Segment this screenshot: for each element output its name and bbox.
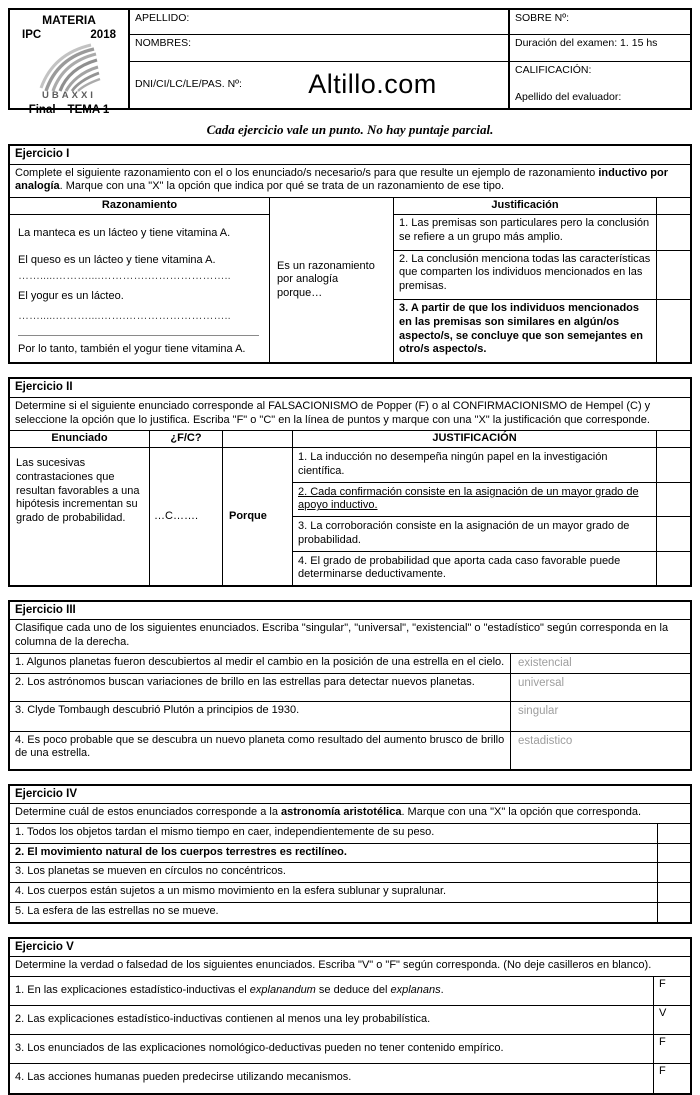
ejercicio-1-title: Ejercicio I <box>10 146 690 164</box>
justification-option-1: 1. La inducción no desempeña ningún papel en la investigación científica. <box>293 448 657 483</box>
ejercicio-2-table <box>10 431 690 585</box>
instr-text: . Marque con una "X" la opción que corresponda. <box>401 806 642 818</box>
table-row <box>10 883 690 903</box>
col-header-enunciado: Enunciado <box>10 431 150 448</box>
ejercicio-2-instructions: Determine si el siguiente enunciado corresponde al FALSACIONISMO de Popper (F) o al CONFIRMACIONISMO de Hempel (C) y seleccione la opción que lo justifica. Escriba "F" o "C" en la línea de puntos y marque con una "X" la justificación que corresponde. <box>10 398 690 432</box>
duracion-field <box>510 35 690 62</box>
altillo-watermark: Altillo.com <box>308 69 437 100</box>
ejercicio-3-instructions: Clasifique cada uno de los siguientes enunciados. Escriba "singular", "universal", "existencial" o "estadístico" según corresponda en la columna de la derecha. <box>10 620 690 654</box>
statement-text: 3. Los enunciados de las explicaciones nomológico-deductivas pueden no tener contenido empírico. <box>15 1041 504 1054</box>
sobre-label: SOBRE Nº: <box>515 12 570 24</box>
instr-bold-text: inductivo por analogía <box>15 166 669 193</box>
instr-text: . Marque con una "X" la opción que indica por qué se trata de un razonamiento de ese tipo. <box>59 180 505 193</box>
nombres-field <box>130 35 510 62</box>
statement: 3. Clyde Tombaugh descubrió Plutón a principios de 1930. <box>15 703 300 716</box>
table-row <box>10 1064 690 1093</box>
ejercicio-1-table <box>10 198 690 362</box>
col-header-blank <box>223 431 293 448</box>
statement-text: 2. Las explicaciones estadístico-inductivas contienen al menos una ley probabilística. <box>15 1012 431 1025</box>
premise-2: El queso es un lácteo y tiene vitamina A. <box>18 253 216 266</box>
apellido-label: APELLIDO: <box>135 12 190 24</box>
checkbox-cell[interactable] <box>657 215 690 251</box>
ejercicio-2-title: Ejercicio II <box>10 379 690 397</box>
answer-cell[interactable]: existencial <box>510 654 690 673</box>
checkbox-cell[interactable] <box>657 903 690 922</box>
blank-dotted-line: …….....………....…….……………………….. <box>18 309 231 322</box>
statement: 2. Los astrónomos buscan variaciones de brillo en las estrellas para detectar nuevos planetas. <box>15 675 475 688</box>
inference-line <box>18 335 259 336</box>
ejercicio-3-title: Ejercicio III <box>10 602 690 620</box>
latin-term: explanans <box>390 983 441 996</box>
materia-label: MATERIA <box>42 13 96 27</box>
table-row <box>10 977 690 1006</box>
checkbox-cell[interactable] <box>657 552 690 586</box>
blank-dotted-line: …….....………....………….………………….. <box>18 270 231 283</box>
statement: 1. Todos los objetos tardan el mismo tiempo en caer, independientemente de su peso. <box>15 825 435 838</box>
latin-term: explanandum <box>249 983 316 996</box>
statement <box>10 977 653 1005</box>
ejercicio-4-instructions <box>10 804 690 824</box>
vf-answer-cell[interactable]: F <box>653 1035 690 1063</box>
justification-option-2: 2. Cada confirmación consiste en la asignación de un mayor grado de apoyo inductivo. <box>293 483 657 518</box>
table-row <box>10 844 690 864</box>
course-year: 2018 <box>90 29 116 41</box>
ejercicio-5-title: Ejercicio V <box>10 939 690 957</box>
table-row <box>10 732 690 769</box>
statement-text: . <box>440 983 444 996</box>
answer-cell[interactable]: singular <box>510 702 690 731</box>
evaluador-label: Apellido del evaluador: <box>515 90 622 103</box>
fc-answer-cell[interactable] <box>150 448 223 585</box>
course-code-year <box>10 28 128 42</box>
section-ejercicio-1 <box>8 144 692 364</box>
premise-3: El yogur es un lácteo. <box>18 290 124 303</box>
checkbox-cell[interactable] <box>657 863 690 882</box>
statement: 2. El movimiento natural de los cuerpos terrestres es rectilíneo. <box>15 845 347 858</box>
exam-header-table <box>8 8 692 117</box>
vf-answer-cell[interactable]: F <box>653 1064 690 1093</box>
checkbox-cell[interactable] <box>657 844 690 863</box>
vf-answer-cell[interactable]: V <box>653 1006 690 1034</box>
justification-option-3: 3. La corroboración consiste en la asignación de un mayor grado de probabilidad. <box>293 517 657 552</box>
answer-cell[interactable]: universal <box>510 674 690 701</box>
checkbox-cell[interactable] <box>657 300 690 362</box>
premise-1: La manteca es un lácteo y tiene vitamina A. <box>18 226 231 239</box>
table-row <box>10 824 690 844</box>
exam-type: Final <box>28 104 56 117</box>
table-row <box>10 903 690 922</box>
duracion-label: Duración del examen: 1. 15 hs <box>515 37 658 49</box>
col-header-justificacion: JUSTIFICACIÓN <box>293 431 657 448</box>
exam-type-tema <box>10 103 128 117</box>
fc-answer-text: …C……. <box>154 509 198 522</box>
vf-answer-cell[interactable]: F <box>653 977 690 1005</box>
table-row <box>10 674 690 702</box>
statement-text: 1. En las explicaciones estadístico-inductivas el <box>15 983 250 996</box>
ejercicio-4-table <box>10 824 690 922</box>
section-ejercicio-2 <box>8 377 692 587</box>
table-row <box>10 702 690 732</box>
exam-tema: TEMA 1 <box>67 104 110 117</box>
razonamiento-cell <box>10 215 270 363</box>
ubaxxi-logo-text: UBAXXI <box>42 90 96 102</box>
col-header-razonamiento: Razonamiento <box>10 198 270 215</box>
ejercicio-3-table <box>10 654 690 769</box>
enunciado-cell: Las sucesivas contrastaciones que resultan favorables a una hipótesis incrementan su grado de probabilidad. <box>10 448 150 585</box>
instr-text: Determine cuál de estos enunciados corresponde a la <box>15 806 281 818</box>
checkbox-cell[interactable] <box>657 251 690 301</box>
statement <box>10 1064 653 1093</box>
section-ejercicio-5 <box>8 937 692 1095</box>
instr-text: Complete el siguiente razonamiento con el o los enunciado/s necesario/s para que resulte un ejemplo de razonamiento <box>15 166 599 179</box>
apellido-field <box>130 10 510 35</box>
justification-option-2: 2. La conclusión menciona todas las características que comparten los individuos mencionados en las premisas. <box>394 251 657 301</box>
justification-option-3: 3. A partir de que los individuos mencionados en las premisas son similares en algún/os aspecto/s, se concluye que son semejantes en otro/s aspecto/s. <box>394 300 657 362</box>
ejercicio-4-title: Ejercicio IV <box>10 786 690 804</box>
statement: 1. Algunos planetas fueron descubiertos al medir el cambio en la posición de una estrella en el cielo. <box>15 655 505 668</box>
statement-text: 4. Las acciones humanas pueden predecirse utilizando mecanismos. <box>15 1071 352 1084</box>
section-ejercicio-4 <box>8 784 692 924</box>
table-row <box>10 863 690 883</box>
connector-text: Es un razonamiento por analogía porque… <box>277 259 375 300</box>
ejercicio-5-table <box>10 977 690 1093</box>
dni-field <box>130 62 510 108</box>
justification-option-1: 1. Las premisas son particulares pero la conclusión se refiere a un grupo más amplio. <box>394 215 657 251</box>
answer-cell[interactable]: estadistico <box>510 732 690 769</box>
col-header-mark <box>657 198 690 215</box>
instr-bold-text: astronomía aristotélica <box>281 806 402 818</box>
statement: 4. Es poco probable que se descubra un nuevo planeta como resultado del aumento brusco de brillo de una estrella. <box>15 733 505 760</box>
ubaxxi-fan-logo-icon <box>35 42 103 92</box>
porque-cell: Porque <box>223 448 293 585</box>
checkbox-cell[interactable] <box>657 883 690 902</box>
connector-cell <box>270 198 394 362</box>
sobre-field <box>510 10 690 35</box>
checkbox-cell[interactable] <box>657 824 690 843</box>
table-row <box>10 1035 690 1064</box>
justification-option-4: 4. El grado de probabilidad que aporta cada caso favorable puede determinarse deductivamente. <box>293 552 657 586</box>
col-header-mark <box>657 431 690 448</box>
nombres-label: NOMBRES: <box>135 37 192 49</box>
statement-text: se deduce del <box>315 983 391 996</box>
checkbox-cell[interactable] <box>657 517 690 552</box>
statement <box>10 1006 653 1034</box>
course-logo-cell <box>10 10 130 117</box>
course-code: IPC <box>22 29 42 41</box>
checkbox-cell[interactable] <box>657 448 690 483</box>
col-header-justificacion: Justificación <box>394 198 657 215</box>
scoring-notice: Cada ejercicio vale un punto. No hay puntaje parcial. <box>206 122 494 137</box>
table-row <box>10 1006 690 1035</box>
conclusion: Por lo tanto, también el yogur tiene vitamina A. <box>18 342 246 355</box>
statement: 3. Los planetas se mueven en círculos no concéntricos. <box>15 865 286 878</box>
col-header-fc: ¿F/C? <box>150 431 223 448</box>
checkbox-cell[interactable] <box>657 483 690 518</box>
ejercicio-1-instructions <box>10 165 690 199</box>
calificacion-field <box>510 62 690 108</box>
calificacion-label: CALIFICACIÓN: <box>515 64 592 76</box>
dni-label: DNI/CI/LC/LE/PAS. Nº: <box>135 78 242 91</box>
statement <box>10 1035 653 1063</box>
statement: 4. Los cuerpos están sujetos a un mismo movimiento en la esfera sublunar y supralunar. <box>15 885 447 897</box>
statement: 5. La esfera de las estrellas no se mueve. <box>15 904 219 917</box>
section-ejercicio-3 <box>8 600 692 771</box>
table-row <box>10 654 690 674</box>
ejercicio-5-instructions: Determine la verdad o falsedad de los siguientes enunciados. Escriba "V" o "F" según corresponda. (No deje casilleros en blanco). <box>10 957 690 977</box>
